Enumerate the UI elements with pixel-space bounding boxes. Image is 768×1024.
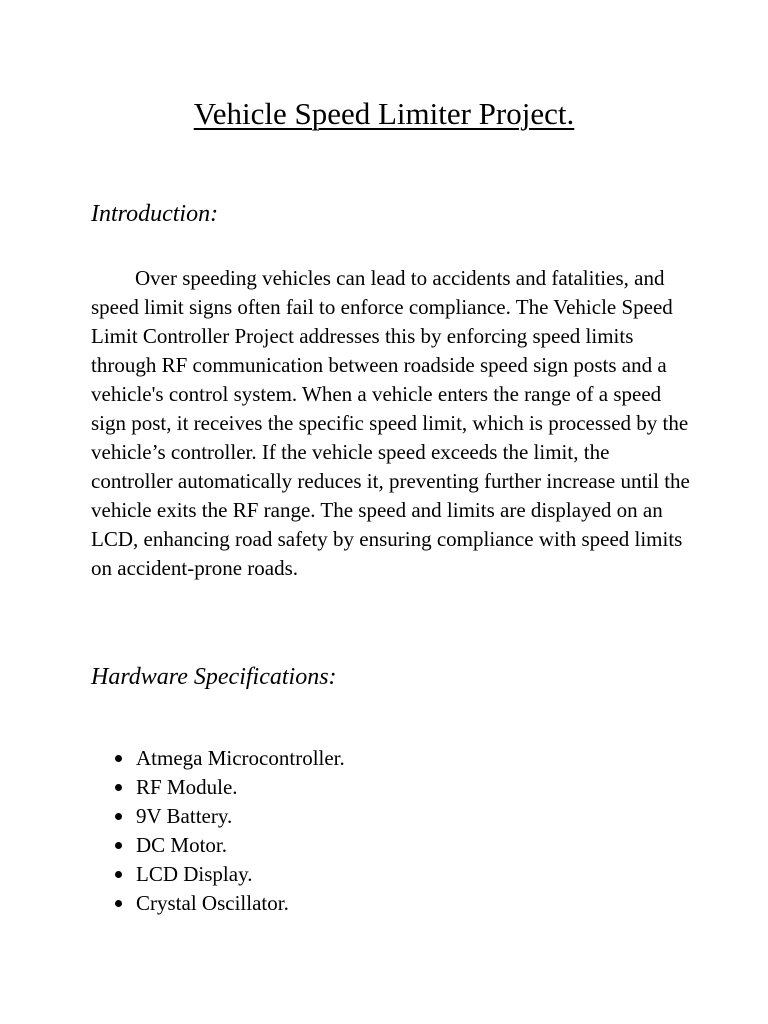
list-item xyxy=(91,744,345,773)
bullet-icon xyxy=(115,900,122,907)
document-title xyxy=(0,94,768,134)
list-item-text: Crystal Oscillator. xyxy=(136,891,289,915)
list-item-text: LCD Display. xyxy=(136,862,253,886)
list-item xyxy=(91,831,345,860)
list-item-text: DC Motor. xyxy=(136,833,228,857)
bullet-icon xyxy=(115,842,122,849)
list-item xyxy=(91,802,345,831)
list-item-text: Atmega Microcontroller. xyxy=(136,746,345,770)
list-item-text: 9V Battery. xyxy=(136,804,233,828)
list-item xyxy=(91,860,345,889)
document-title-text: Vehicle Speed Limiter Project. xyxy=(193,96,575,131)
hardware-list xyxy=(91,744,345,918)
bullet-icon xyxy=(115,871,122,878)
list-item xyxy=(91,773,345,802)
list-item xyxy=(91,889,345,918)
bullet-icon xyxy=(115,784,122,791)
list-item-text: RF Module. xyxy=(136,775,238,799)
bullet-icon xyxy=(115,755,122,762)
bullet-icon xyxy=(115,813,122,820)
introduction-heading: Introduction: xyxy=(91,201,219,227)
introduction-paragraph: Over speeding vehicles can lead to accidents and fatalities, and speed limit signs often fail to enforce compliance. The Vehicle Speed Limit Controller Project addresses this by enforcing speed limits through RF communication between roadside speed sign posts and a vehicle's control system. When a vehicle enters the range of a speed sign post, it receives the specific speed limit, which is processed by the vehicle’s controller. If the vehicle speed exceeds the limit, the controller automatically reduces it, preventing further increase until the vehicle exits the RF range. The speed and limits are displayed on an LCD, enhancing road safety by ensuring compliance with speed limits on accident-prone roads. xyxy=(91,266,690,580)
hardware-specifications-heading: Hardware Specifications: xyxy=(91,664,337,690)
